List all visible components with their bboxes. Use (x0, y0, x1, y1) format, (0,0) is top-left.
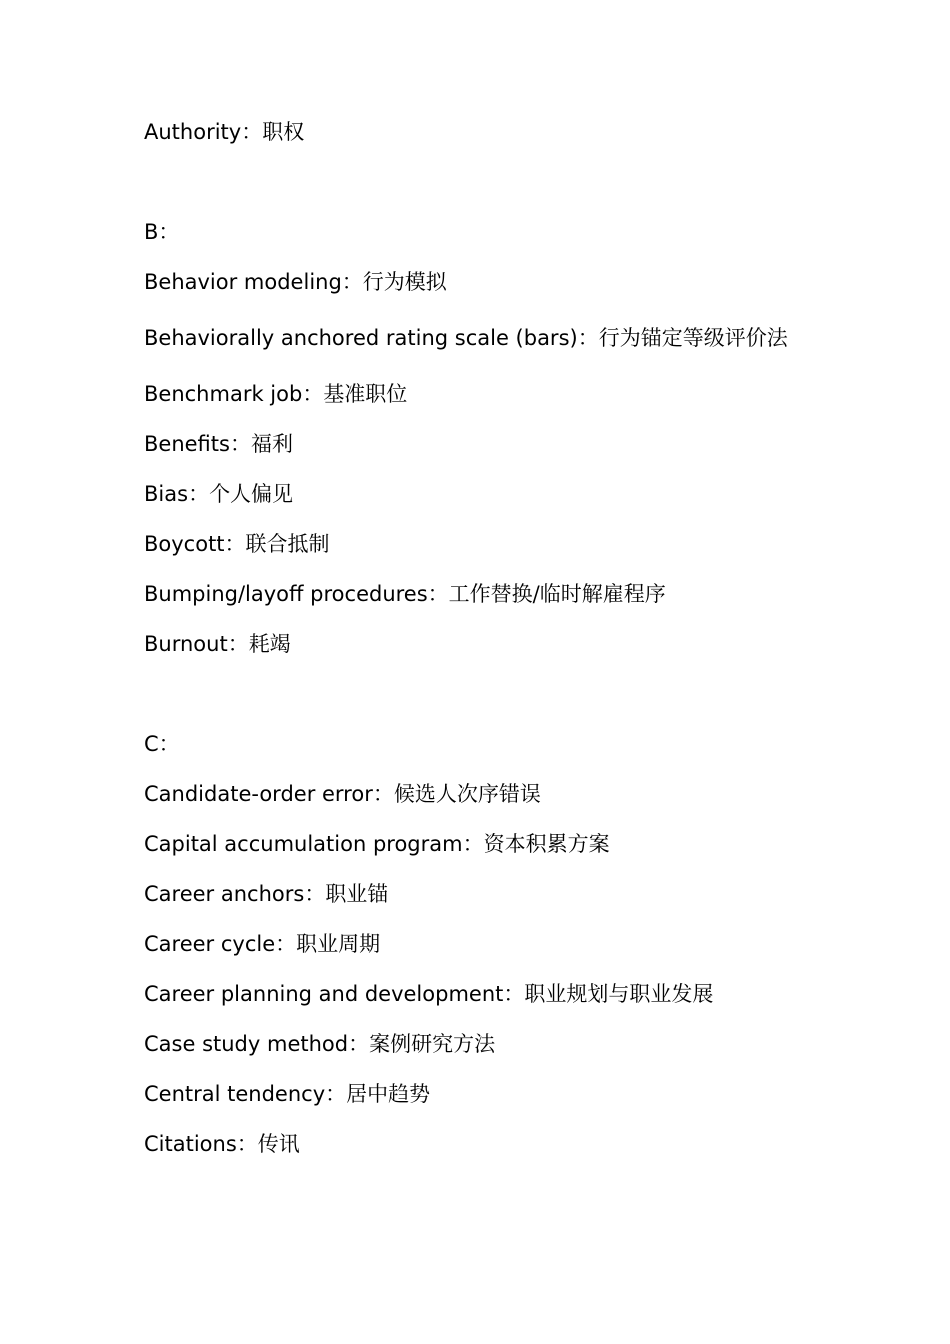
section-heading (144, 724, 824, 764)
entry-translation: 联合抵制 (245, 532, 330, 556)
entry-translation: 行为模拟 (362, 270, 447, 294)
glossary-list (144, 112, 824, 1174)
glossary-entry (144, 574, 824, 614)
glossary-entry (144, 424, 824, 464)
entry-translation: 资本积累方案 (483, 832, 610, 856)
entry-term: Bias (144, 482, 189, 506)
entry-term: Behaviorally anchored rating scale (bars) (144, 326, 578, 350)
entry-translation: 职业规划与职业发展 (524, 982, 714, 1006)
glossary-entry (144, 974, 824, 1014)
entry-translation: 工作替换/临时解雇程序 (448, 582, 666, 606)
entry-separator: ： (503, 982, 525, 1006)
glossary-entry (144, 524, 824, 564)
entry-separator: ： (304, 882, 326, 906)
glossary-entry (144, 474, 824, 514)
glossary-entry (144, 1124, 824, 1164)
entry-separator: ： (325, 1082, 347, 1106)
entry-term: Boycott (144, 532, 225, 556)
entry-translation: 居中趋势 (346, 1082, 431, 1106)
entry-term: Capital accumulation program (144, 832, 463, 856)
entry-translation: 候选人次序错误 (393, 782, 541, 806)
entry-translation: 行为锚定等级评价法 (598, 326, 788, 350)
glossary-entry (144, 112, 824, 152)
entry-translation: 职权 (262, 120, 305, 144)
section-heading (144, 212, 824, 252)
entry-separator: ： (427, 582, 449, 606)
entry-term: Career cycle (144, 932, 276, 956)
glossary-entry (144, 874, 824, 914)
entry-separator: ： (577, 326, 599, 350)
entry-term: Case study method (144, 1032, 349, 1056)
glossary-entry (144, 624, 824, 664)
entry-term: Career planning and development (144, 982, 504, 1006)
glossary-entry (144, 824, 824, 864)
entry-separator: ： (229, 432, 251, 456)
entry-term: Behavior modeling (144, 270, 342, 294)
entry-translation: 传讯 (257, 1132, 300, 1156)
entry-term: Central tendency (144, 1082, 326, 1106)
entry-term: Burnout (144, 632, 228, 656)
glossary-entry (144, 1024, 824, 1064)
section-spacer (144, 162, 824, 212)
entry-term: Citations (144, 1132, 237, 1156)
entry-separator: ： (462, 832, 484, 856)
glossary-entry (144, 262, 824, 302)
entry-term: Benefits (144, 432, 230, 456)
entry-separator: ： (275, 932, 297, 956)
section-spacer (144, 674, 824, 724)
entry-term: Bumping/layoff procedures (144, 582, 428, 606)
entry-term: Candidate-order error (144, 782, 373, 806)
entry-separator: ： (236, 1132, 258, 1156)
entry-term: Benchmark job (144, 382, 303, 406)
entry-separator: ： (372, 782, 394, 806)
entry-separator: ： (227, 632, 249, 656)
entry-term: Authority (144, 120, 242, 144)
entry-translation: 案例研究方法 (369, 1032, 496, 1056)
section-heading-text: B： (144, 220, 180, 244)
entry-separator: ： (241, 120, 263, 144)
entry-separator: ： (302, 382, 324, 406)
glossary-entry (144, 312, 824, 364)
entry-translation: 职业锚 (325, 882, 389, 906)
glossary-entry (144, 1074, 824, 1114)
entry-term: Career anchors (144, 882, 305, 906)
entry-separator: ： (341, 270, 363, 294)
entry-translation: 职业周期 (296, 932, 381, 956)
entry-separator: ： (224, 532, 246, 556)
glossary-entry (144, 774, 824, 814)
section-heading-text: C： (144, 732, 180, 756)
entry-separator: ： (348, 1032, 370, 1056)
glossary-entry (144, 374, 824, 414)
entry-separator: ： (188, 482, 210, 506)
entry-translation: 耗竭 (248, 632, 291, 656)
entry-translation: 基准职位 (323, 382, 408, 406)
entry-translation: 福利 (250, 432, 293, 456)
glossary-entry (144, 924, 824, 964)
entry-translation: 个人偏见 (209, 482, 294, 506)
